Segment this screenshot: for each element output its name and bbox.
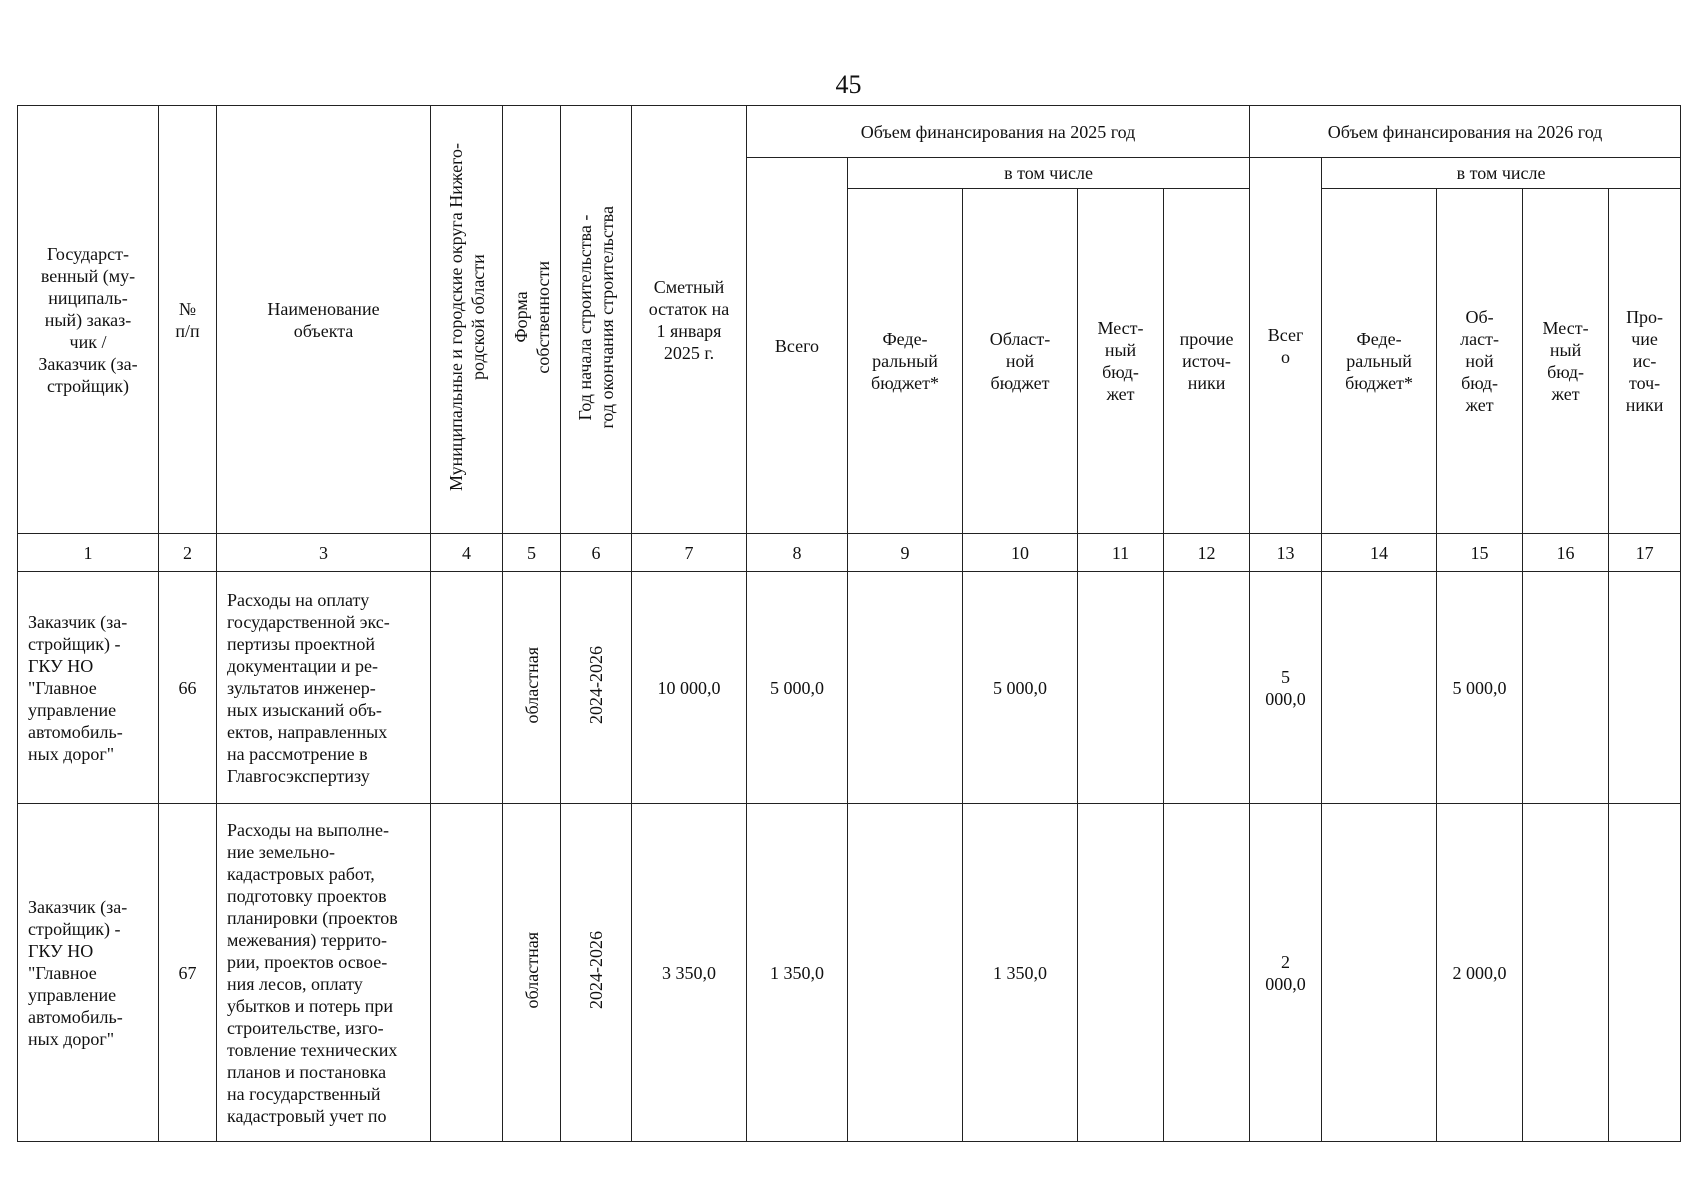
row-customer: Заказчик (за- стройщик) - ГКУ НО "Главное управление автомобиль- ных дорог" bbox=[18, 572, 159, 804]
header-other-2026: Про- чие ис- точ- ники bbox=[1609, 189, 1681, 534]
row-local-2026 bbox=[1523, 572, 1609, 804]
row-years: 2024-2026 bbox=[586, 931, 606, 1009]
header-regional-2025: Област- ной бюджет bbox=[963, 189, 1078, 534]
header-municipal-cell bbox=[431, 106, 503, 534]
column-number: 1 bbox=[18, 534, 159, 572]
header-federal-2025: Феде- ральный бюджет* bbox=[848, 189, 963, 534]
header-number: № п/п bbox=[159, 106, 217, 534]
table-row bbox=[18, 572, 1681, 804]
row-municipal bbox=[431, 572, 503, 804]
table-row bbox=[18, 804, 1681, 1142]
row-federal-2026 bbox=[1322, 572, 1437, 804]
row-regional-2026: 2 000,0 bbox=[1437, 804, 1523, 1142]
row-local-2025 bbox=[1078, 804, 1164, 1142]
row-estimate: 3 350,0 bbox=[632, 804, 747, 1142]
header-financing-2025: Объем финансирования на 2025 год bbox=[747, 106, 1250, 158]
row-ownership: областная bbox=[521, 931, 542, 1009]
header-federal-2026: Феде- ральный бюджет* bbox=[1322, 189, 1437, 534]
row-federal-2025 bbox=[848, 804, 963, 1142]
row-number: 67 bbox=[159, 804, 217, 1142]
row-other-2025 bbox=[1164, 572, 1250, 804]
header-total-2026: Всег о bbox=[1250, 158, 1322, 534]
header-local-2025: Мест- ный бюд- жет bbox=[1078, 189, 1164, 534]
row-customer: Заказчик (за- стройщик) - ГКУ НО "Главное управление автомобиль- ных дорог" bbox=[18, 804, 159, 1142]
column-number: 6 bbox=[561, 534, 632, 572]
row-municipal bbox=[431, 804, 503, 1142]
header-financing-2026: Объем финансирования на 2026 год bbox=[1250, 106, 1681, 158]
row-federal-2025 bbox=[848, 572, 963, 804]
column-number: 14 bbox=[1322, 534, 1437, 572]
column-number: 9 bbox=[848, 534, 963, 572]
header-including-2025: в том числе bbox=[848, 158, 1250, 189]
row-object-name: Расходы на оплату государственной экс- пертизы проектной документации и ре- зультатов инженер- ных изысканий объ- ектов, направленных на рассмотрение в Главгосэкспертизу bbox=[217, 572, 431, 804]
row-local-2025 bbox=[1078, 572, 1164, 804]
column-numbers-row bbox=[18, 534, 1681, 572]
header-object-name: Наименование объекта bbox=[217, 106, 431, 534]
header-regional-2026: Об- ласт- ной бюд- жет bbox=[1437, 189, 1523, 534]
header-years: Год начала строительства - год окончания строительства bbox=[575, 205, 617, 429]
column-number: 17 bbox=[1609, 534, 1681, 572]
row-total-2025: 1 350,0 bbox=[747, 804, 848, 1142]
column-number: 7 bbox=[632, 534, 747, 572]
row-estimate: 10 000,0 bbox=[632, 572, 747, 804]
row-object-name: Расходы на выполне- ние земельно- кадастровых работ, подготовку проектов планировки (проектов межевания) террито- рии, проектов освое- ния лесов, оплату убытков и потерь при строительстве, изго- товление технических планов и постановка на государственный кадастровый учет по bbox=[217, 804, 431, 1142]
row-ownership: областная bbox=[521, 646, 542, 724]
column-number: 15 bbox=[1437, 534, 1523, 572]
row-ownership-cell bbox=[503, 572, 561, 804]
header-estimate: Сметный остаток на 1 января 2025 г. bbox=[632, 106, 747, 534]
header-customer: Государст- венный (му- ниципаль- ный) заказ- чик / Заказчик (за- стройщик) bbox=[18, 106, 159, 534]
row-regional-2026: 5 000,0 bbox=[1437, 572, 1523, 804]
header-municipal: Муниципальные и городские округа Нижего- родской области bbox=[445, 143, 488, 491]
row-local-2026 bbox=[1523, 804, 1609, 1142]
row-other-2026 bbox=[1609, 572, 1681, 804]
column-number: 13 bbox=[1250, 534, 1322, 572]
column-number: 3 bbox=[217, 534, 431, 572]
page-number: 45 bbox=[835, 70, 862, 99]
header-row-1 bbox=[18, 106, 1681, 158]
column-number: 2 bbox=[159, 534, 217, 572]
column-number: 5 bbox=[503, 534, 561, 572]
column-number: 11 bbox=[1078, 534, 1164, 572]
row-total-2026: 5 000,0 bbox=[1250, 572, 1322, 804]
header-ownership: Форма собственности bbox=[510, 260, 553, 374]
row-years: 2024-2026 bbox=[586, 646, 606, 724]
row-other-2025 bbox=[1164, 804, 1250, 1142]
header-total-2025: Всего bbox=[747, 158, 848, 534]
row-years-cell bbox=[561, 804, 632, 1142]
header-local-2026: Мест- ный бюд- жет bbox=[1523, 189, 1609, 534]
row-regional-2025: 1 350,0 bbox=[963, 804, 1078, 1142]
column-number: 16 bbox=[1523, 534, 1609, 572]
row-other-2026 bbox=[1609, 804, 1681, 1142]
row-federal-2026 bbox=[1322, 804, 1437, 1142]
column-number: 8 bbox=[747, 534, 848, 572]
row-ownership-cell bbox=[503, 804, 561, 1142]
column-number: 4 bbox=[431, 534, 503, 572]
column-number: 10 bbox=[963, 534, 1078, 572]
row-years-cell bbox=[561, 572, 632, 804]
header-other-2025: прочие источ- ники bbox=[1164, 189, 1250, 534]
financing-table bbox=[17, 105, 1681, 1142]
row-total-2025: 5 000,0 bbox=[747, 572, 848, 804]
header-ownership-cell bbox=[503, 106, 561, 534]
header-including-2026: в том числе bbox=[1322, 158, 1681, 189]
header-years-cell bbox=[561, 106, 632, 534]
row-regional-2025: 5 000,0 bbox=[963, 572, 1078, 804]
column-number: 12 bbox=[1164, 534, 1250, 572]
row-number: 66 bbox=[159, 572, 217, 804]
row-total-2026: 2 000,0 bbox=[1250, 804, 1322, 1142]
